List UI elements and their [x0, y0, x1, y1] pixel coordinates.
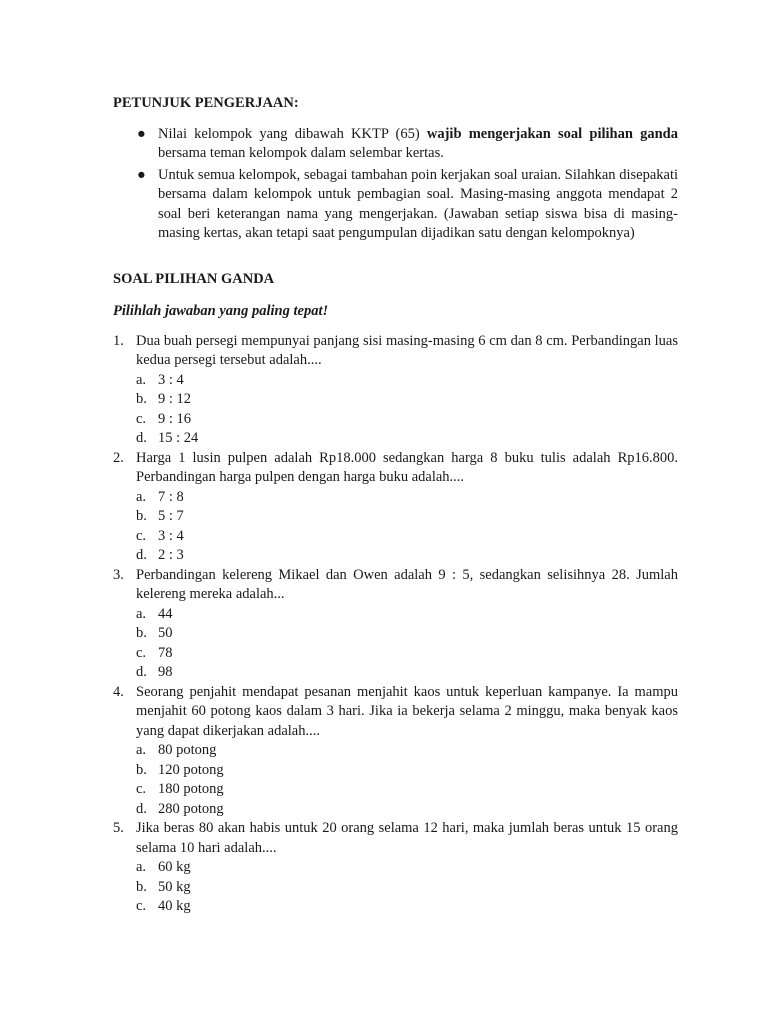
option-item	[136, 410, 678, 430]
question-item	[113, 566, 678, 683]
option-text: 120 potong	[158, 761, 224, 778]
option-text: 3 : 4	[158, 527, 184, 544]
option-item	[136, 741, 678, 761]
option-text: 9 : 16	[158, 410, 192, 427]
question-number: 2.	[113, 449, 124, 466]
option-text: 3 : 4	[158, 371, 184, 388]
option-letter: c.	[136, 644, 147, 661]
question-text: Seorang penjahit mendapat pesanan menjahit kaos untuk keperluan kampanye. Ia mampu menjahit 60 potong kaos dalam 3 hari. Jika ia bekerja selama 2 minggu, maka benyak kaos yang dapat dikerjakan adalah....	[136, 683, 678, 739]
option-text: 7 : 8	[158, 488, 184, 505]
option-letter: a.	[136, 742, 147, 758]
option-letter: a.	[136, 488, 147, 505]
option-letter: d.	[136, 547, 147, 563]
option-text: 5 : 7	[158, 508, 184, 524]
option-item	[136, 546, 678, 566]
option-letter: a.	[136, 371, 147, 388]
option-item	[136, 897, 678, 917]
option-letter: b.	[136, 391, 147, 407]
option-letter: b.	[136, 761, 147, 778]
option-text: 60 kg	[158, 859, 191, 875]
option-letter: d.	[136, 664, 147, 680]
instruction-text-bold: wajib mengerjakan soal pilihan ganda	[426, 125, 678, 142]
option-list	[136, 488, 678, 566]
option-item	[136, 878, 678, 898]
option-text: 180 potong	[158, 781, 224, 797]
option-letter: d.	[136, 800, 147, 817]
instructions-list	[113, 125, 678, 244]
option-list	[136, 371, 678, 449]
bullet-icon: ●	[137, 166, 146, 183]
option-text: 15 : 24	[158, 430, 199, 446]
option-item	[136, 488, 678, 508]
question-item	[113, 819, 678, 917]
instruction-item	[113, 166, 678, 244]
option-letter: c.	[136, 410, 147, 427]
instruction-text-pre: Nilai kelompok yang dibawah KKTP (65)	[158, 125, 427, 142]
option-letter: b.	[136, 508, 147, 524]
question-item	[113, 332, 678, 449]
instruction-text-post: bersama teman kelompok dalam selembar kertas.	[158, 145, 444, 161]
option-text: 40 kg	[158, 898, 191, 914]
option-text: 80 potong	[158, 742, 217, 758]
option-letter: c.	[136, 781, 147, 797]
option-text: 50 kg	[158, 878, 191, 895]
option-item	[136, 390, 678, 410]
option-item	[136, 371, 678, 391]
option-list	[136, 741, 678, 819]
option-item	[136, 624, 678, 644]
question-number: 3.	[113, 566, 124, 583]
option-item	[136, 761, 678, 781]
option-text: 50	[158, 625, 173, 641]
question-text: Dua buah persegi mempunyai panjang sisi masing-masing 6 cm dan 8 cm. Perbandingan luas kedua persegi tersebut adalah....	[136, 332, 678, 368]
question-number: 4.	[113, 683, 124, 700]
option-item	[136, 605, 678, 625]
section-subheading: Pilihlah jawaban yang paling tepat!	[113, 303, 329, 319]
option-letter: c.	[136, 527, 147, 544]
option-text: 280 potong	[158, 800, 224, 817]
option-text: 98	[158, 664, 173, 680]
option-letter: b.	[136, 878, 147, 895]
option-letter: a.	[136, 859, 147, 875]
question-number: 1.	[113, 332, 124, 349]
question-number: 5.	[113, 820, 124, 836]
question-text: Harga 1 lusin pulpen adalah Rp18.000 sedangkan harga 8 buku tulis adalah Rp16.800. Perbandingan harga pulpen dengan harga buku adalah....	[136, 449, 678, 485]
option-text: 78	[158, 644, 173, 661]
instructions-heading: PETUNJUK PENGERJAAN:	[113, 95, 299, 111]
instruction-item	[113, 125, 678, 164]
option-letter: d.	[136, 430, 147, 446]
bullet-icon: ●	[137, 125, 146, 142]
option-letter: a.	[136, 605, 147, 622]
option-list	[136, 858, 678, 917]
option-item	[136, 663, 678, 683]
option-text: 9 : 12	[158, 391, 192, 407]
section-heading: SOAL PILIHAN GANDA	[113, 270, 275, 287]
instruction-text: Untuk semua kelompok, sebagai tambahan poin kerjakan soal uraian. Silahkan disepakati bersama dalam kelompok untuk pembagian soal. Masing-masing anggota mendapat 2 soal beri keterangan nama yang mengerjakan. (Jawaban setiap siswa bisa di masing-masing kertas, akan tetapi saat pengumpulan dijadikan satu dengan kelompoknya)	[158, 166, 678, 241]
question-text: Perbandingan kelereng Mikael dan Owen adalah 9 : 5, sedangkan selisihnya 28. Jumlah kelereng mereka adalah...	[136, 566, 678, 602]
option-item	[136, 858, 678, 878]
option-item	[136, 527, 678, 547]
question-item	[113, 449, 678, 566]
option-item	[136, 507, 678, 527]
option-item	[136, 429, 678, 449]
option-item	[136, 780, 678, 800]
option-text: 2 : 3	[158, 547, 184, 563]
option-letter: b.	[136, 625, 147, 641]
question-item	[113, 683, 678, 820]
option-text: 44	[158, 605, 173, 622]
question-list	[113, 332, 678, 917]
question-text: Jika beras 80 akan habis untuk 20 orang selama 12 hari, maka jumlah beras untuk 15 orang selama 10 hari adalah....	[136, 820, 678, 856]
option-item	[136, 644, 678, 664]
option-letter: c.	[136, 898, 147, 914]
option-item	[136, 800, 678, 820]
option-list	[136, 605, 678, 683]
